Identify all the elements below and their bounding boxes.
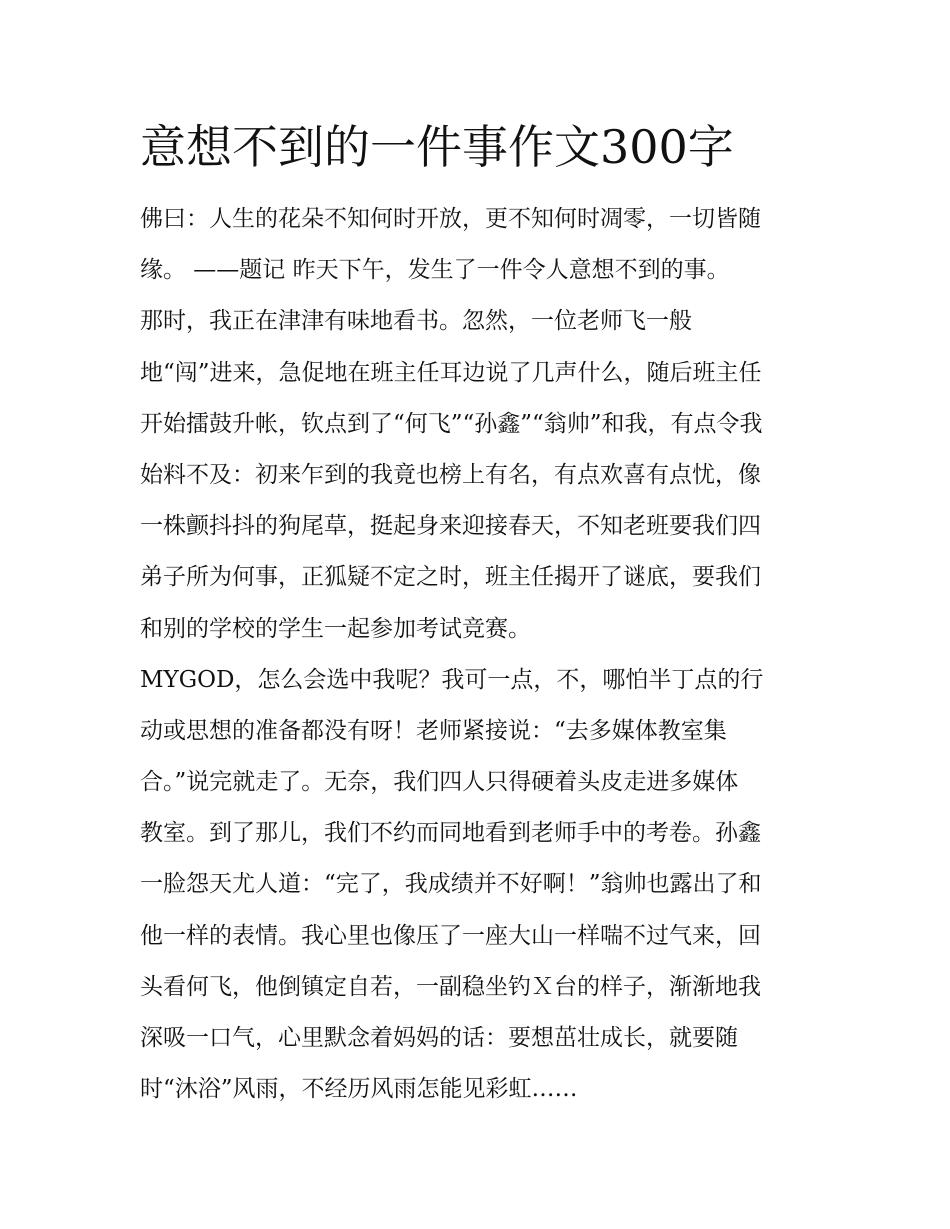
essay-line-15: 他一样的表情。我心里也像压了一座大山一样喘不过气来，回 — [140, 922, 761, 949]
essay-line-8: 弟子所为何事，正狐疑不定之时，班主任揭开了谜底，要我们 — [140, 564, 761, 591]
essay-line-11: 动或思想的准备都没有呀！老师紧接说：“去多媒体教室集 — [140, 717, 727, 744]
essay-line-16: 头看何飞，他倒镇定自若，一副稳坐钓Ｘ台的样子，渐渐地我 — [140, 973, 761, 1000]
essay-line-13: 教室。到了那儿，我们不约而同地看到老师手中的考卷。孙鑫 — [140, 820, 761, 847]
essay-line-6: 始料不及：初来乍到的我竟也榜上有名，有点欢喜有点忧，像 — [140, 461, 761, 488]
essay-line-5: 开始擂鼓升帐，钦点到了“何飞”“孙鑫”“翁帅”和我，有点令我 — [140, 410, 763, 437]
essay-line-1: 佛曰：人生的花朵不知何时开放，更不知何时凋零，一切皆随 — [140, 206, 761, 232]
essay-line-14: 一脸怨天尤人道：“完了，我成绩并不好啊！”翁帅也露出了和 — [140, 871, 762, 898]
essay-line-3: 那时，我正在津津有味地看书。忽然，一位老师飞一般 — [140, 308, 692, 335]
essay-line-4: 地“闯”进来，急促地在班主任耳边说了几声什么，随后班主任 — [140, 359, 762, 386]
essay-line-17: 深吸一口气，心里默念着妈妈的话：要想茁壮成长，就要随 — [140, 1025, 738, 1051]
essay-body — [140, 194, 820, 1115]
essay-line-18: 时“沐浴”风雨，不经历风雨怎能见彩虹…… — [140, 1076, 578, 1103]
essay-line-7: 一株颤抖抖的狗尾草，挺起身来迎接春天，不知老班要我们四 — [140, 513, 761, 540]
essay-line-9: 和别的学校的学生一起参加考试竞赛。 — [140, 615, 531, 642]
essay-line-2: 缘。 ——题记 昨天下午，发生了一件令人意想不到的事。 — [140, 257, 730, 284]
essay-line-10: MYGOD，怎么会选中我呢？我可一点，不，哪怕半丁点的行 — [140, 666, 764, 693]
page-title: 意想不到的一件事作文300字 — [140, 120, 734, 174]
essay-line-12: 合。”说完就走了。无奈，我们四人只得硬着头皮走进多媒体 — [140, 769, 739, 796]
